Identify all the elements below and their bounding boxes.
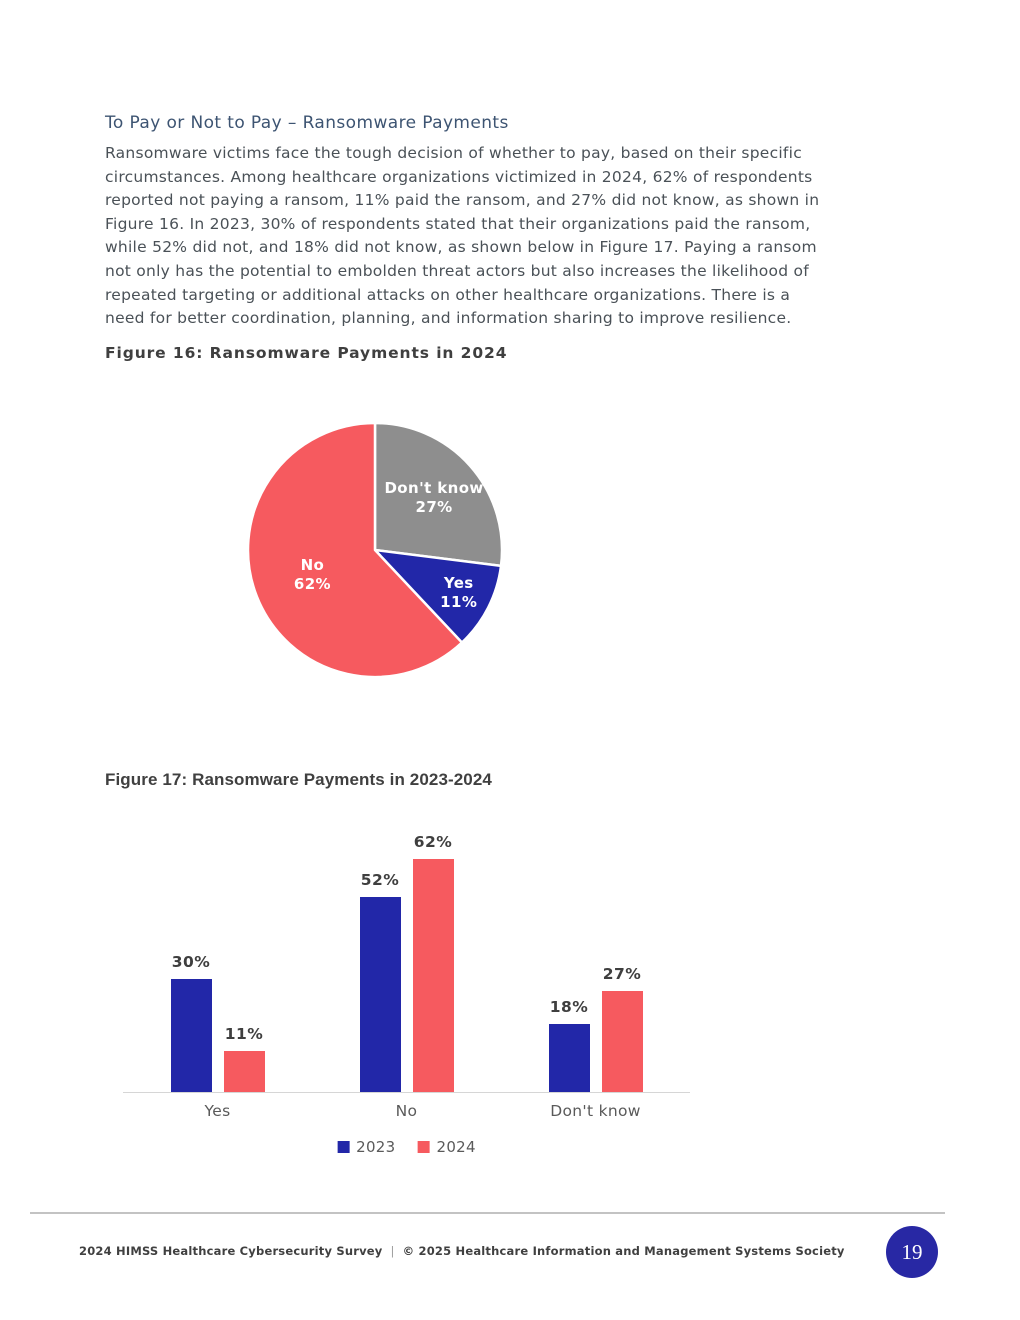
chart-legend <box>337 1138 476 1156</box>
footer-divider <box>30 1212 945 1214</box>
bar-2023-no <box>360 897 401 1092</box>
footer-text <box>79 1244 845 1258</box>
legend-swatch-icon <box>337 1141 349 1153</box>
figure17-bar-chart <box>123 830 690 1156</box>
bar-value-label: 27% <box>602 965 642 983</box>
paragraph-line: Ransomware victims face the tough decision of whether to pay, based on their specific <box>105 144 802 162</box>
legend-label: 2024 <box>436 1138 476 1156</box>
pie-slice-label: No 62% <box>293 555 331 593</box>
paragraph-line: need for better coordination, planning, and information sharing to improve resilience. <box>105 309 792 328</box>
paragraph-line: while 52% did not, and 18% did not know, as shown below in Figure 17. Paying a ransom <box>105 238 817 257</box>
bar-2023-yes <box>171 979 212 1092</box>
bar-value-label: 52% <box>360 871 400 889</box>
paragraph-line: Figure 16. In 2023, 30% of respondents stated that their organizations paid the ransom, <box>105 214 811 233</box>
bar-value-label: 11% <box>224 1025 264 1043</box>
category-label: Yes <box>204 1102 231 1120</box>
legend-label: 2023 <box>356 1138 396 1156</box>
figure16-title: Figure 16: Ransomware Payments in 2024 <box>105 344 508 362</box>
legend-item-2023 <box>337 1138 395 1156</box>
paragraph-line: reported not paying a ransom, 11% paid the ransom, and 27% did not know, as shown in <box>105 191 820 210</box>
category-label: Don't know <box>550 1102 641 1120</box>
pie-slice-label: Yes 11% <box>440 573 478 611</box>
legend-swatch-icon <box>418 1141 430 1153</box>
page-number: 19 <box>901 1239 923 1264</box>
bar-value-label: 62% <box>413 833 453 851</box>
paragraph-line: repeated targeting or additional attacks on other healthcare organizations. There is a <box>105 285 791 304</box>
footer-separator: | <box>390 1244 395 1258</box>
pie-svg <box>245 420 505 680</box>
footer-copyright: © 2025 Healthcare Information and Management Systems Society <box>402 1244 845 1258</box>
bar-2024-no <box>413 859 454 1092</box>
bar-2023-don-t-know <box>549 1024 590 1092</box>
figure16-pie-chart <box>245 420 505 680</box>
footer-survey-name: 2024 HIMSS Healthcare Cybersecurity Survey <box>79 1244 383 1258</box>
paragraph-line: circumstances. Among healthcare organizations victimized in 2024, 62% of respondents <box>105 167 813 186</box>
bar-value-label: 30% <box>171 953 211 971</box>
bar-2024-yes <box>224 1051 265 1092</box>
pie-slice-label: Don't know 27% <box>384 478 484 516</box>
body-paragraph <box>105 142 925 331</box>
paragraph-line: not only has the potential to embolden threat actors but also increases the likelihood of <box>105 261 809 280</box>
legend-item-2024 <box>418 1138 476 1156</box>
x-axis-line <box>123 1092 690 1093</box>
figure17-title: Figure 17: Ransomware Payments in 2023-2024 <box>105 770 492 789</box>
bar-value-label: 18% <box>549 998 589 1016</box>
category-label: No <box>395 1102 418 1120</box>
section-heading: To Pay or Not to Pay – Ransomware Payments <box>105 113 509 133</box>
page-number-badge <box>886 1226 938 1278</box>
bar-2024-don-t-know <box>602 991 643 1092</box>
